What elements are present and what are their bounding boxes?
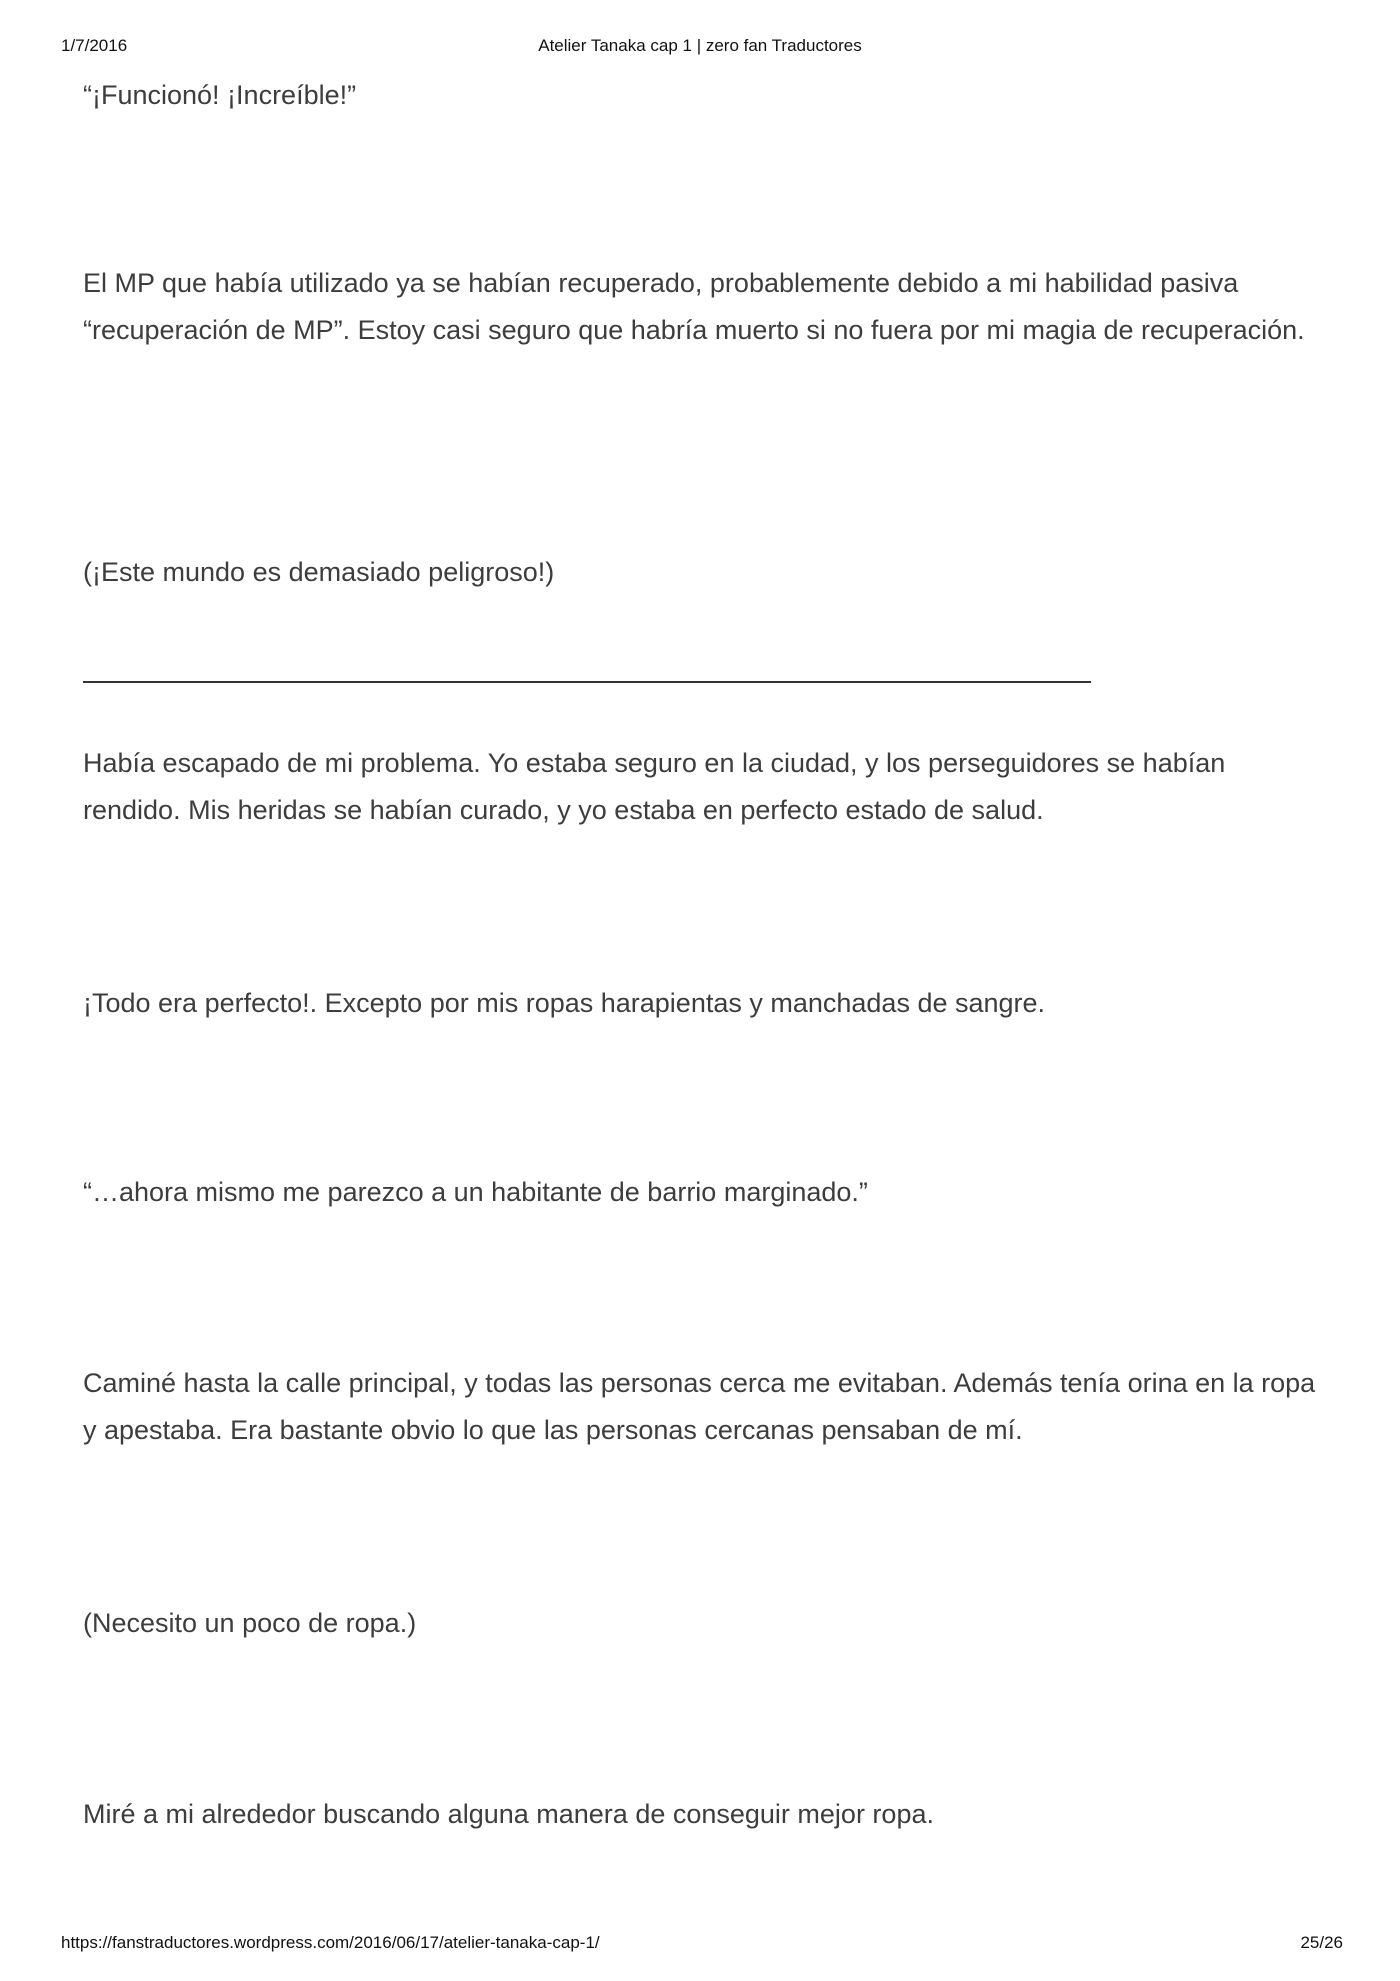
page-header-date: 1/7/2016 xyxy=(61,36,128,55)
page-number: 25/26 xyxy=(1300,1933,1343,1952)
paragraph-3: (¡Este mundo es demasiado peligroso!) xyxy=(83,557,555,587)
paragraph-8: (Necesito un poco de ropa.) xyxy=(83,1608,417,1638)
paragraph-2: El MP que había utilizado ya se habían recuperado, probablemente debido a mi habilidad pasiva “recuperación de MP”. Estoy casi seguro que habría muerto si no fuera por mi magia de recuperación. xyxy=(83,268,1305,345)
section-divider xyxy=(83,681,1091,683)
paragraph-1: “¡Funcionó! ¡Increíble!” xyxy=(83,80,357,110)
page-header-title: Atelier Tanaka cap 1 | zero fan Traductores xyxy=(538,36,862,55)
paragraph-7: Caminé hasta la calle principal, y todas las personas cerca me evitaban. Además tenía orina en la ropa y apestaba. Era bastante obvio lo que las personas cercanas pensaban de mí. xyxy=(83,1368,1316,1445)
paragraph-5: ¡Todo era perfecto!. Excepto por mis ropas harapientas y manchadas de sangre. xyxy=(83,988,1046,1018)
paragraph-6: “…ahora mismo me parezco a un habitante de barrio marginado.” xyxy=(83,1177,868,1207)
paragraph-4: Había escapado de mi problema. Yo estaba seguro en la ciudad, y los perseguidores se habían rendido. Mis heridas se habían curado, y yo estaba en perfecto estado de salud. xyxy=(83,748,1226,825)
paragraph-9: Miré a mi alrededor buscando alguna manera de conseguir mejor ropa. xyxy=(83,1799,934,1829)
page-footer-url: https://fanstraductores.wordpress.com/2016/06/17/atelier-tanaka-cap-1/ xyxy=(61,1933,600,1952)
